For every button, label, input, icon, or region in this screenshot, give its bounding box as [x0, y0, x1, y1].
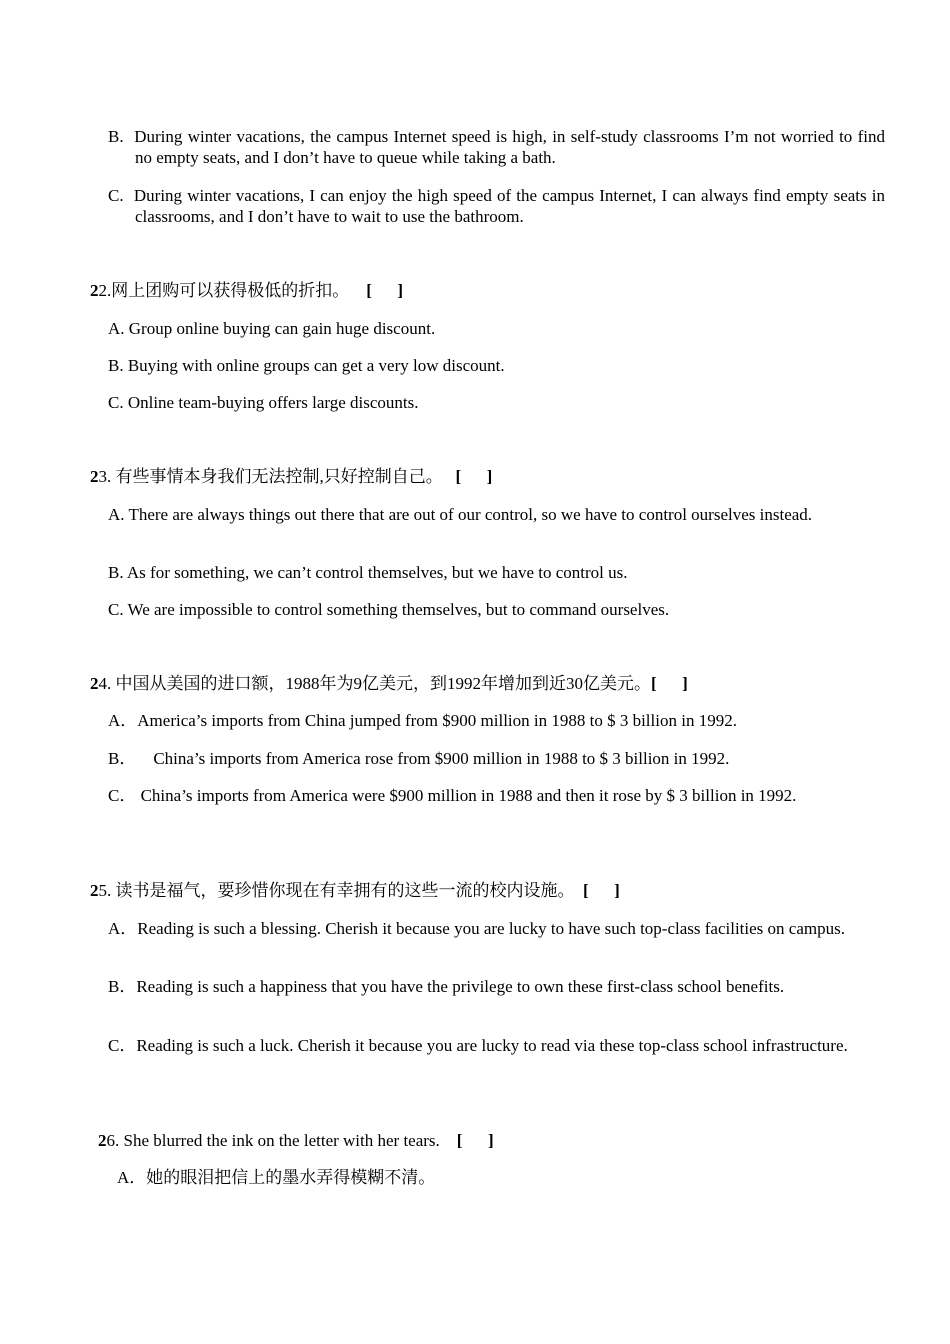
- question-number-bold: 2: [90, 881, 99, 900]
- q22-option-a: A. Group online buying can gain huge discount.: [108, 319, 436, 338]
- question-number: 5.: [98, 881, 112, 900]
- question-number: 3.: [98, 467, 112, 486]
- q24-option-c: C． China’s imports from America were $900 million in 1988 and then it rose by $ 3 billion in 1992.: [108, 786, 797, 805]
- q21-option-b: [108, 126, 885, 168]
- option-text: During winter vacations, the campus Internet speed is high, in self-study classrooms I’m not worried to find no empty seats, and I don’t have to queue while taking a bath.: [134, 127, 885, 167]
- question-number-bold: 2: [90, 467, 99, 486]
- q24-option-b: B． China’s imports from America rose from $900 million in 1988 to $ 3 billion in 1992.: [108, 749, 730, 768]
- answer-bracket[interactable]: [ ]: [651, 674, 688, 693]
- q22-option-c: C. Online team-buying offers large discounts.: [108, 393, 419, 412]
- question-number-bold: 2: [98, 1131, 107, 1150]
- question-22: [90, 280, 403, 301]
- option-text: Reading is such a blessing. Cherish it because you are lucky to have such top-class facilities on campus.: [137, 919, 845, 938]
- question-24: [90, 673, 688, 694]
- option-label: B．: [108, 977, 137, 996]
- q23-option-a: A. There are always things out there that are out of our control, so we have to control ourselves instead.: [108, 505, 813, 524]
- question-number-bold: 2: [90, 281, 99, 300]
- q23-option-c: C. We are impossible to control something themselves, but to command ourselves.: [108, 600, 670, 619]
- question-prompt: 读书是福气，要珍惜你现在有幸拥有的这些一流的校内设施。: [115, 881, 575, 900]
- option-label: A．: [108, 919, 138, 938]
- q25-option-a: [108, 918, 893, 939]
- answer-bracket[interactable]: [ ]: [456, 1131, 494, 1150]
- option-label: C．: [108, 1036, 137, 1055]
- option-text: During winter vacations, I can enjoy the high speed of the campus Internet, I can always find empty seats in classrooms, and I don’t have to wait to use the bathroom.: [133, 186, 885, 226]
- question-number: 2.: [98, 281, 112, 300]
- option-text: Reading is such a happiness that you have the privilege to own these first-class school benefits.: [136, 977, 785, 996]
- answer-bracket[interactable]: [ ]: [583, 881, 620, 900]
- question-26: [98, 1130, 494, 1151]
- q22-option-b: B. Buying with online groups can get a very low discount.: [108, 356, 505, 375]
- q23-option-b: B. As for something, we can’t control themselves, but we have to control us.: [108, 563, 628, 582]
- question-number: 4.: [98, 674, 112, 693]
- question-number: 6.: [106, 1131, 120, 1150]
- q26-option-a: A．她的眼泪把信上的墨水弄得模糊不清。: [117, 1168, 436, 1187]
- question-25: [90, 880, 620, 901]
- q21-option-c: [108, 185, 885, 227]
- q25-option-c: [108, 1035, 893, 1056]
- question-prompt: 网上团购可以获得极低的折扣。: [111, 281, 350, 300]
- answer-bracket[interactable]: [ ]: [455, 467, 493, 486]
- question-prompt: 中国从美国的进口额，1988年为9亿美元，到1992年增加到近30亿美元。: [115, 674, 651, 693]
- option-text: Reading is such a luck. Cherish it because you are lucky to read via these top-class school infrastructure.: [136, 1036, 848, 1055]
- option-label: C.: [108, 186, 124, 205]
- question-23: [90, 466, 492, 487]
- option-label: B.: [108, 127, 124, 146]
- question-prompt: She blurred the ink on the letter with her tears.: [123, 1131, 440, 1150]
- answer-bracket[interactable]: [ ]: [366, 281, 404, 300]
- question-number-bold: 2: [90, 674, 99, 693]
- q24-option-a: A．America’s imports from China jumped from $900 million in 1988 to $ 3 billion in 1992.: [108, 711, 737, 730]
- q25-option-b: [108, 976, 893, 997]
- question-prompt: 有些事情本身我们无法控制,只好控制自己。: [115, 467, 443, 486]
